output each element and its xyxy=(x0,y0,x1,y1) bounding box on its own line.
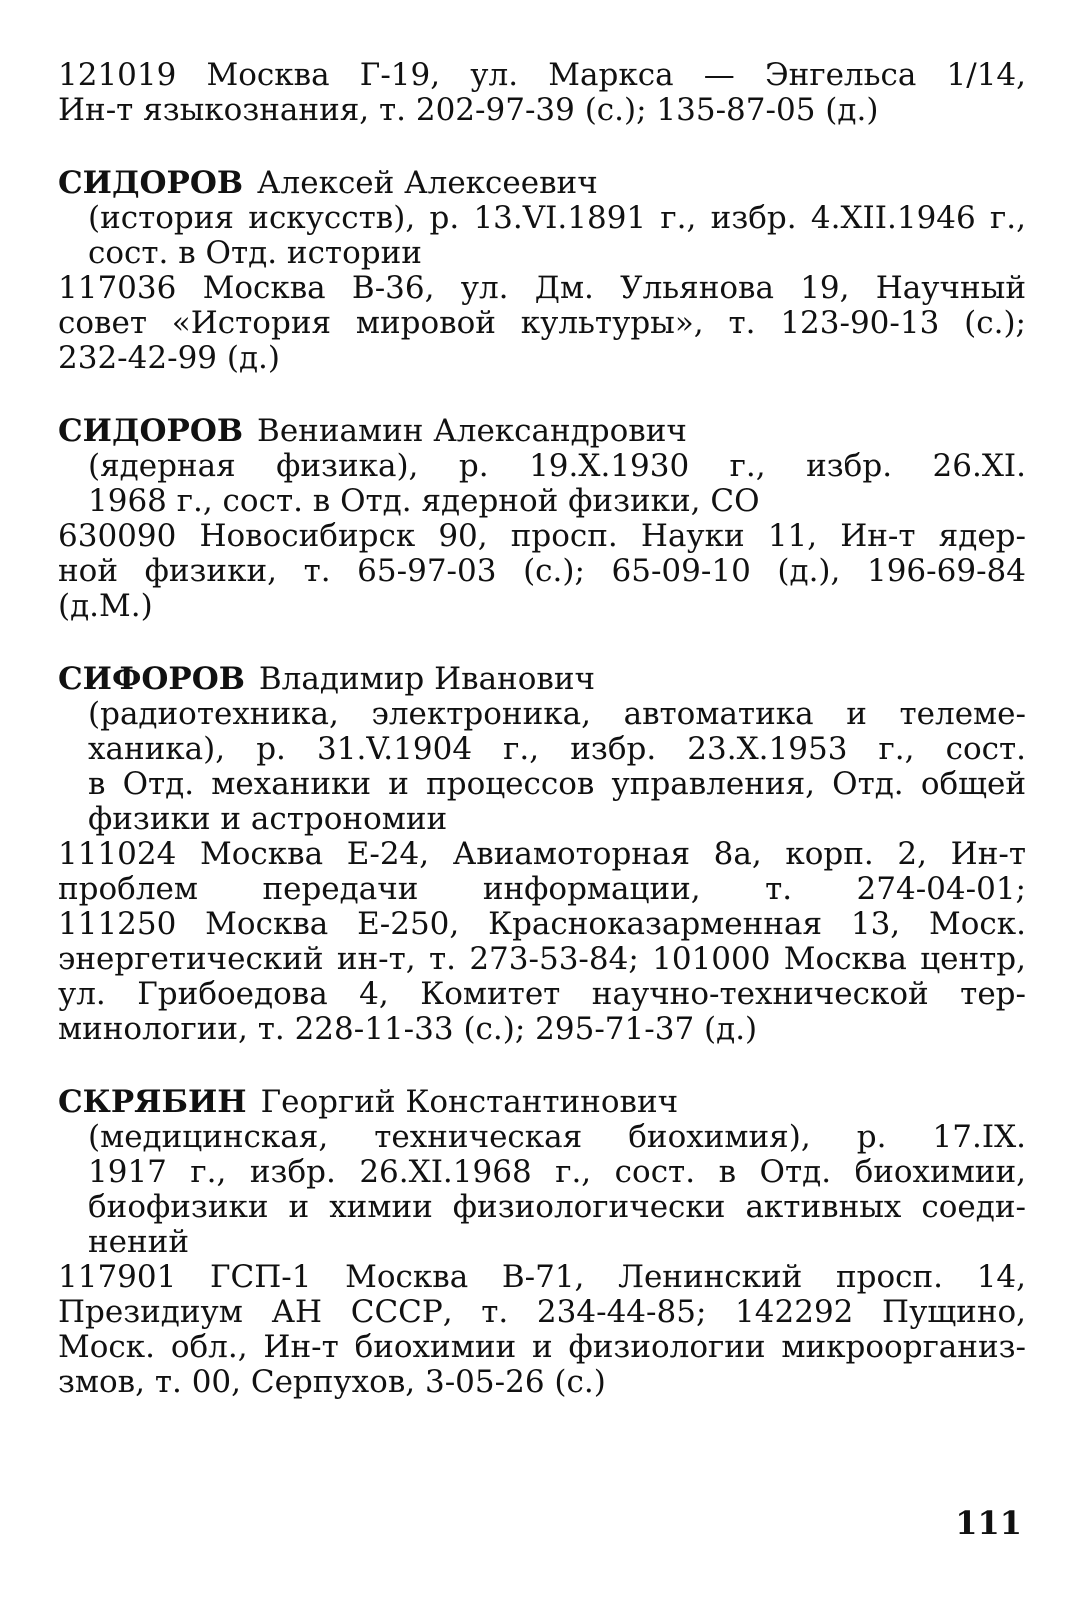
address-line: 232-42-99 (д.) xyxy=(58,341,280,376)
entry-heading xyxy=(58,166,1026,201)
entry-given-name: Алексей Алексеевич xyxy=(257,166,598,201)
bio-line: (история искусств), р. 13.VI.1891 г., избр. 4.XII.1946 г., xyxy=(88,201,1026,236)
entry-surname: СКРЯБИН xyxy=(58,1085,247,1120)
entry-given-name: Вениамин Александрович xyxy=(257,414,687,449)
bio-line: 1968 г., сост. в Отд. ядерной физики, СО xyxy=(88,484,760,519)
address-line: 121019 Москва Г-19, ул. Маркса — Энгельса 1/14, xyxy=(58,58,1026,93)
bio-line: физики и астрономии xyxy=(88,802,448,837)
address-line: ной физики, т. 65-97-03 (с.); 65-09-10 (д.), 196-69-84 xyxy=(58,554,1026,589)
bio-line: сост. в Отд. истории xyxy=(88,236,422,271)
entry-sidorov-veniamin xyxy=(58,414,1026,624)
address-line: змов, т. 00, Серпухов, 3-05-26 (с.) xyxy=(58,1365,606,1400)
entry-continuation xyxy=(58,58,1026,128)
bio-line: ханика), р. 31.V.1904 г., избр. 23.X.1953 г., сост. xyxy=(88,732,1026,767)
bio-line: (ядерная физика), р. 19.X.1930 г., избр. 26.XI. xyxy=(88,449,1026,484)
entry-surname: СИДОРОВ xyxy=(58,166,244,201)
entry-surname: СИФОРОВ xyxy=(58,662,245,697)
address-line: минологии, т. 228-11-33 (с.); 295-71-37 (д.) xyxy=(58,1012,758,1047)
entry-surname: СИДОРОВ xyxy=(58,414,244,449)
address-line: проблем передачи информации, т. 274-04-01; xyxy=(58,872,1026,907)
entry-given-name: Георгий Константинович xyxy=(260,1085,679,1120)
entry-sidorov-aleksei xyxy=(58,166,1026,376)
bio-line: нений xyxy=(88,1225,189,1260)
address-line: 111250 Москва Е-250, Красноказарменная 13, Моск. xyxy=(58,907,1026,942)
address-line: 117036 Москва В-36, ул. Дм. Ульянова 19, Научный xyxy=(58,271,1026,306)
bio-line: (медицинская, техническая биохимия), р. 17.IX. xyxy=(88,1120,1026,1155)
address-line: (д.М.) xyxy=(58,589,153,624)
bio-line: биофизики и химии физиологически активных соеди- xyxy=(88,1190,1026,1225)
page-number: 111 xyxy=(955,1504,1022,1542)
address-line: 117901 ГСП-1 Москва В-71, Ленинский просп. 14, xyxy=(58,1260,1026,1295)
entry-skryabin-georgii xyxy=(58,1085,1026,1400)
address-line: Ин-т языкознания, т. 202-97-39 (с.); 135-87-05 (д.) xyxy=(58,93,879,128)
bio-line: 1917 г., избр. 26.XI.1968 г., сост. в Отд. биохимии, xyxy=(88,1155,1026,1190)
document-page xyxy=(58,58,1026,1400)
bio-line: в Отд. механики и процессов управления, Отд. общей xyxy=(88,767,1026,802)
address-line: Президиум АН СССР, т. 234-44-85; 142292 Пущино, xyxy=(58,1295,1026,1330)
address-line: ул. Грибоедова 4, Комитет научно-технической тер- xyxy=(58,977,1026,1012)
entry-given-name: Владимир Иванович xyxy=(258,662,595,697)
address-line: 630090 Новосибирск 90, просп. Науки 11, Ин-т ядер- xyxy=(58,519,1026,554)
address-line: 111024 Москва Е-24, Авиамоторная 8а, корп. 2, Ин-т xyxy=(58,837,1026,872)
entry-heading xyxy=(58,1085,1026,1120)
address-line: энергетический ин-т, т. 273-53-84; 101000 Москва центр, xyxy=(58,942,1026,977)
entry-siforov-vladimir xyxy=(58,662,1026,1047)
bio-line: (радиотехника, электроника, автоматика и телеме- xyxy=(88,697,1026,732)
entry-heading xyxy=(58,662,1026,697)
address-line: совет «История мировой культуры», т. 123-90-13 (с.); xyxy=(58,306,1026,341)
address-line: Моск. обл., Ин-т биохимии и физиологии микроорганиз- xyxy=(58,1330,1026,1365)
entry-heading xyxy=(58,414,1026,449)
